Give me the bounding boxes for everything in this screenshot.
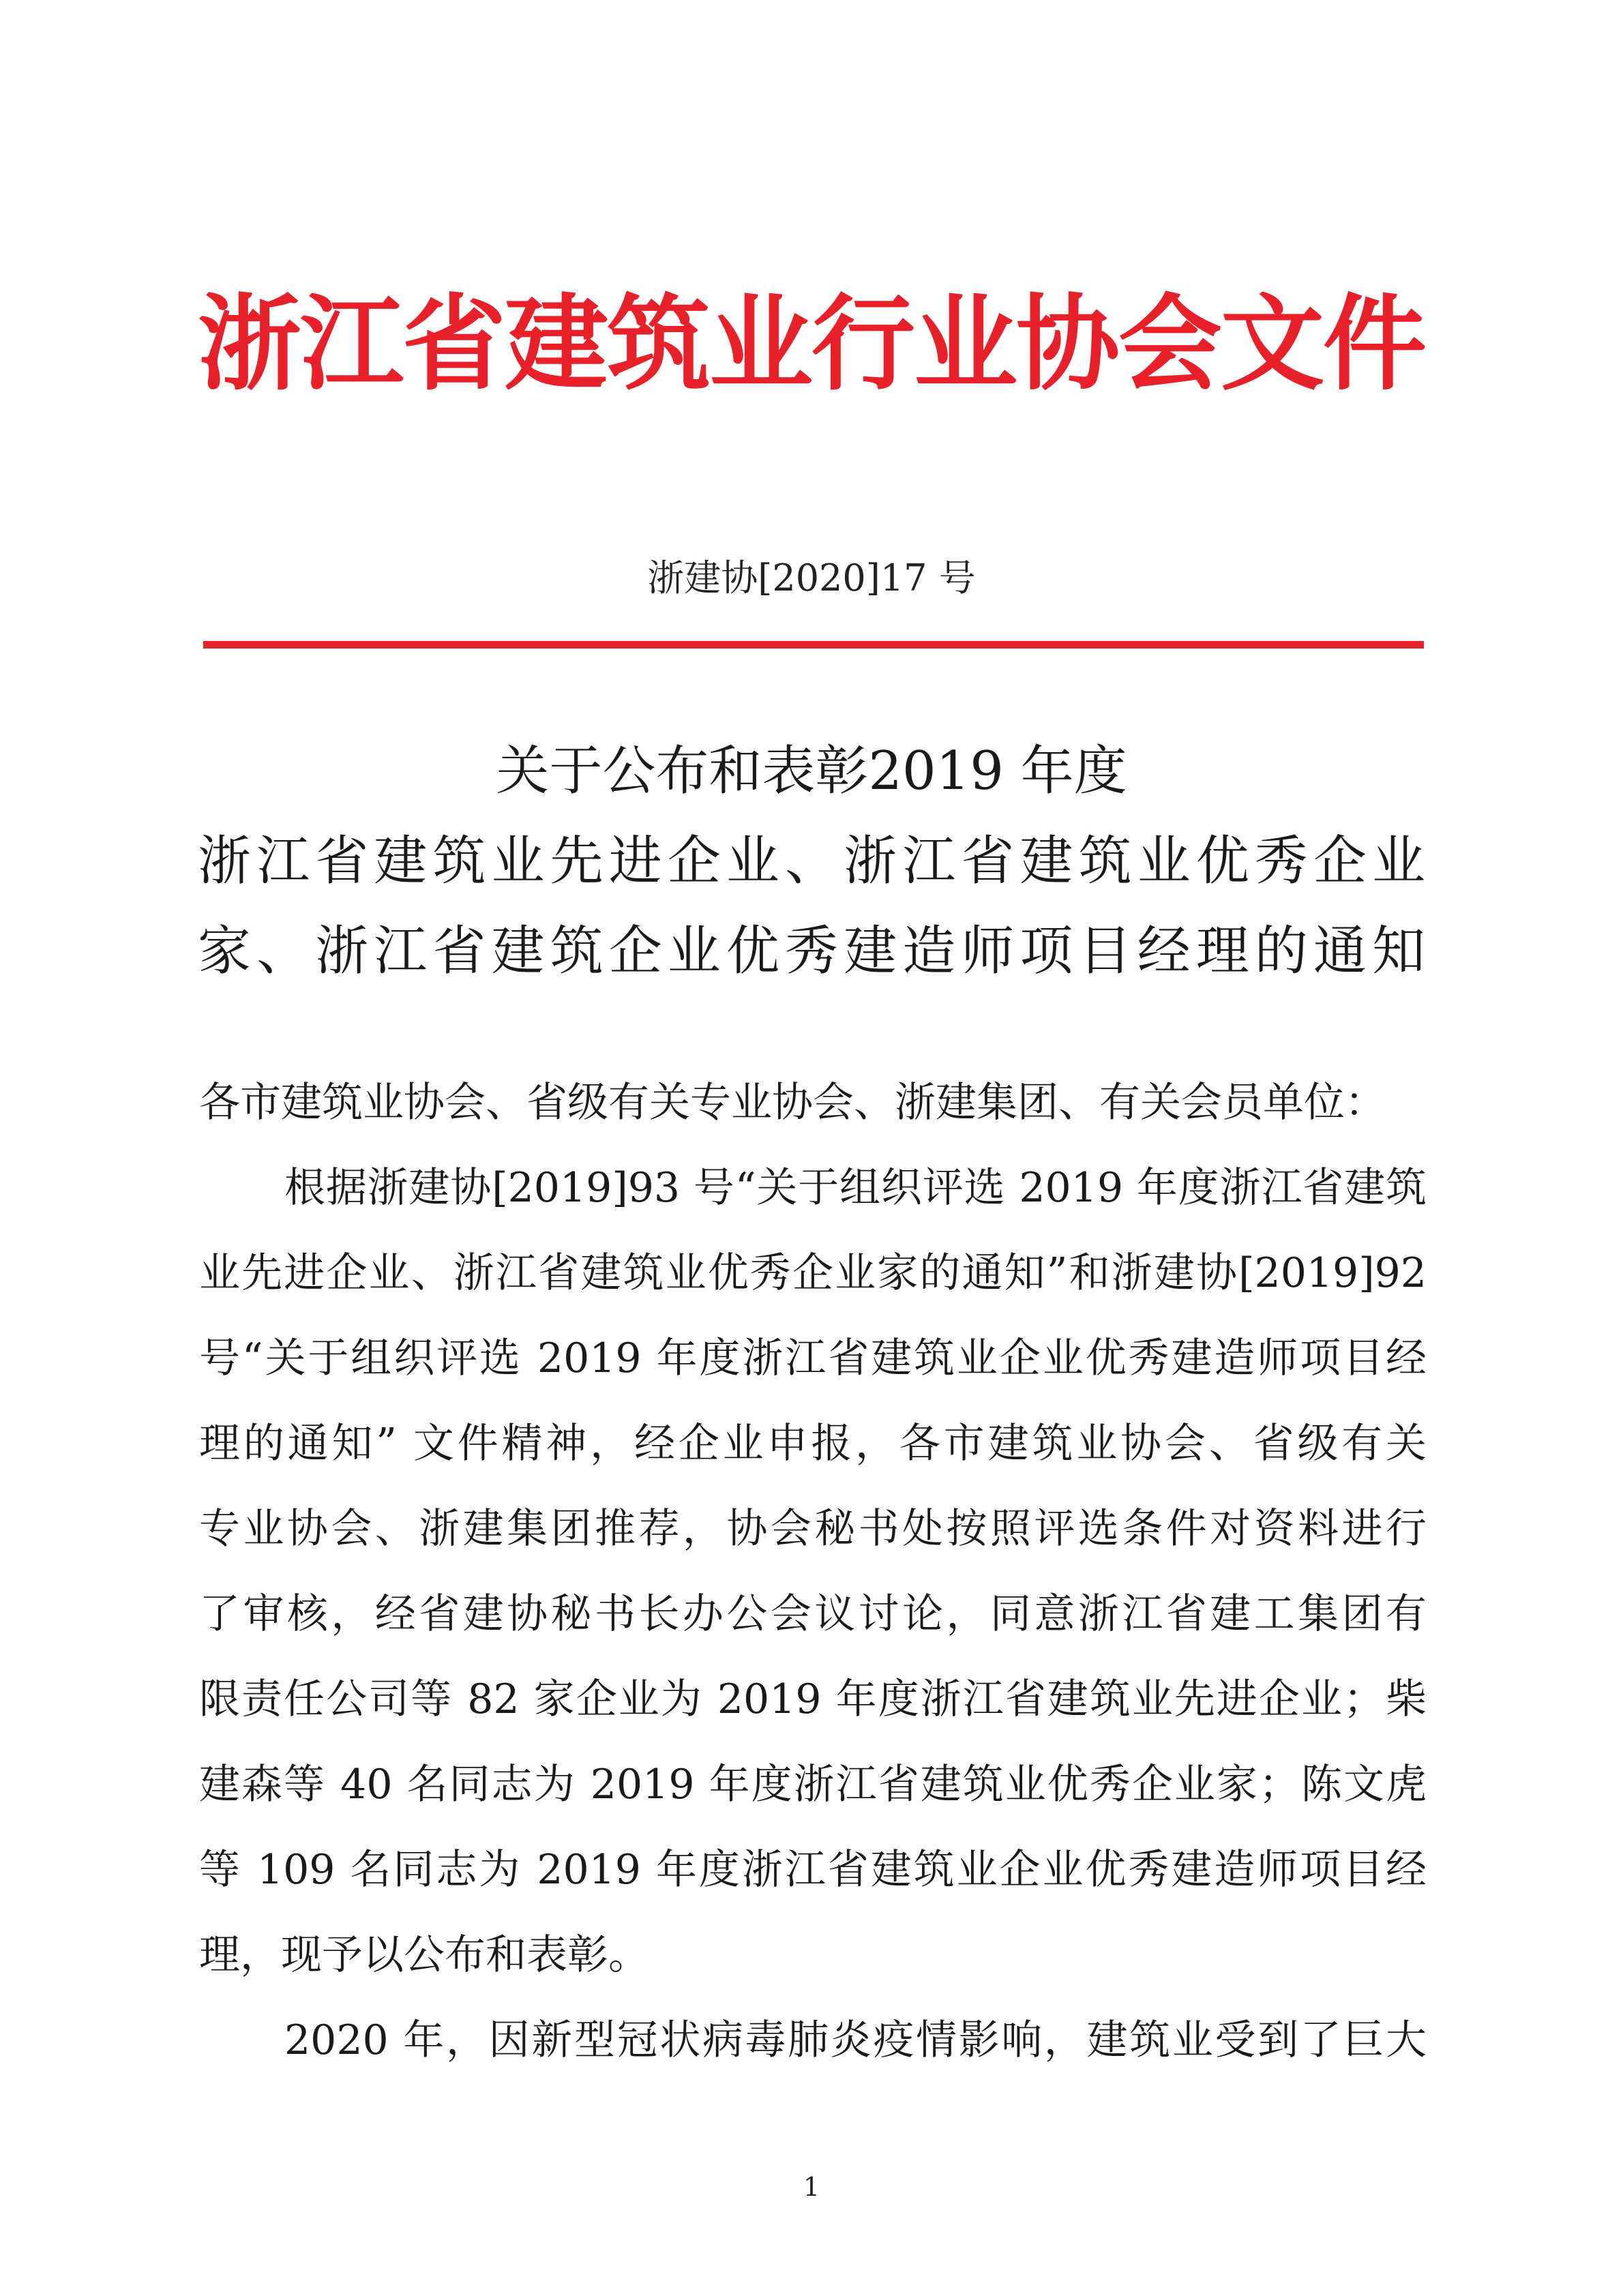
paragraph-1-line: 限责任公司等 82 家企业为 2019 年度浙江省建筑业先进企业；柴 xyxy=(199,1675,1427,1723)
salutation: 各市建筑业协会、省级有关专业协会、浙建集团、有关会员单位： xyxy=(199,1079,1386,1127)
red-divider-line xyxy=(203,641,1424,648)
paragraph-1-line: 专业协会、浙建集团推荐，协会秘书处按照评选条件对资料进行 xyxy=(199,1505,1427,1553)
notice-title-line-1: 关于公布和表彰2019 年度 xyxy=(496,741,1127,802)
paragraph-1-line: 建森等 40 名同志为 2019 年度浙江省建筑业优秀企业家；陈文虎 xyxy=(199,1761,1427,1808)
paragraph-1-line: 号“关于组织评选 2019 年度浙江省建筑业企业优秀建造师项目经 xyxy=(199,1335,1427,1382)
paragraph-1-line: 等 109 名同志为 2019 年度浙江省建筑业企业优秀建造师项目经 xyxy=(199,1846,1427,1894)
notice-body xyxy=(199,1060,1427,2083)
page-number: 1 xyxy=(803,2172,820,2202)
document-header-title: 浙江省建筑业行业协会文件 xyxy=(198,282,1425,404)
notice-title-line-3: 家、浙江省建筑企业优秀建造师项目经理的通知 xyxy=(198,921,1425,982)
paragraph-1-line: 理的通知” 文件精神，经企业申报，各市建筑业协会、省级有关 xyxy=(199,1420,1427,1467)
paragraph-1-line: 理，现予以公布和表彰。 xyxy=(199,1931,649,1979)
paragraph-1-line: 根据浙建协[2019]93 号“关于组织评选 2019 年度浙江省建筑 xyxy=(284,1164,1427,1212)
paragraph-2-line: 2020 年，因新型冠状病毒肺炎疫情影响，建筑业受到了巨大 xyxy=(284,2016,1427,2064)
notice-title-line-2: 浙江省建筑业先进企业、浙江省建筑业优秀企业 xyxy=(198,831,1425,892)
paragraph-1-line: 了审核，经省建协秘书长办公会议讨论，同意浙江省建工集团有 xyxy=(199,1590,1427,1638)
notice-title xyxy=(198,726,1425,996)
paragraph-1-line: 业先进企业、浙江省建筑业优秀企业家的通知”和浙建协[2019]92 xyxy=(199,1249,1427,1297)
document-number: 浙建协[2020]17 号 xyxy=(647,556,976,599)
